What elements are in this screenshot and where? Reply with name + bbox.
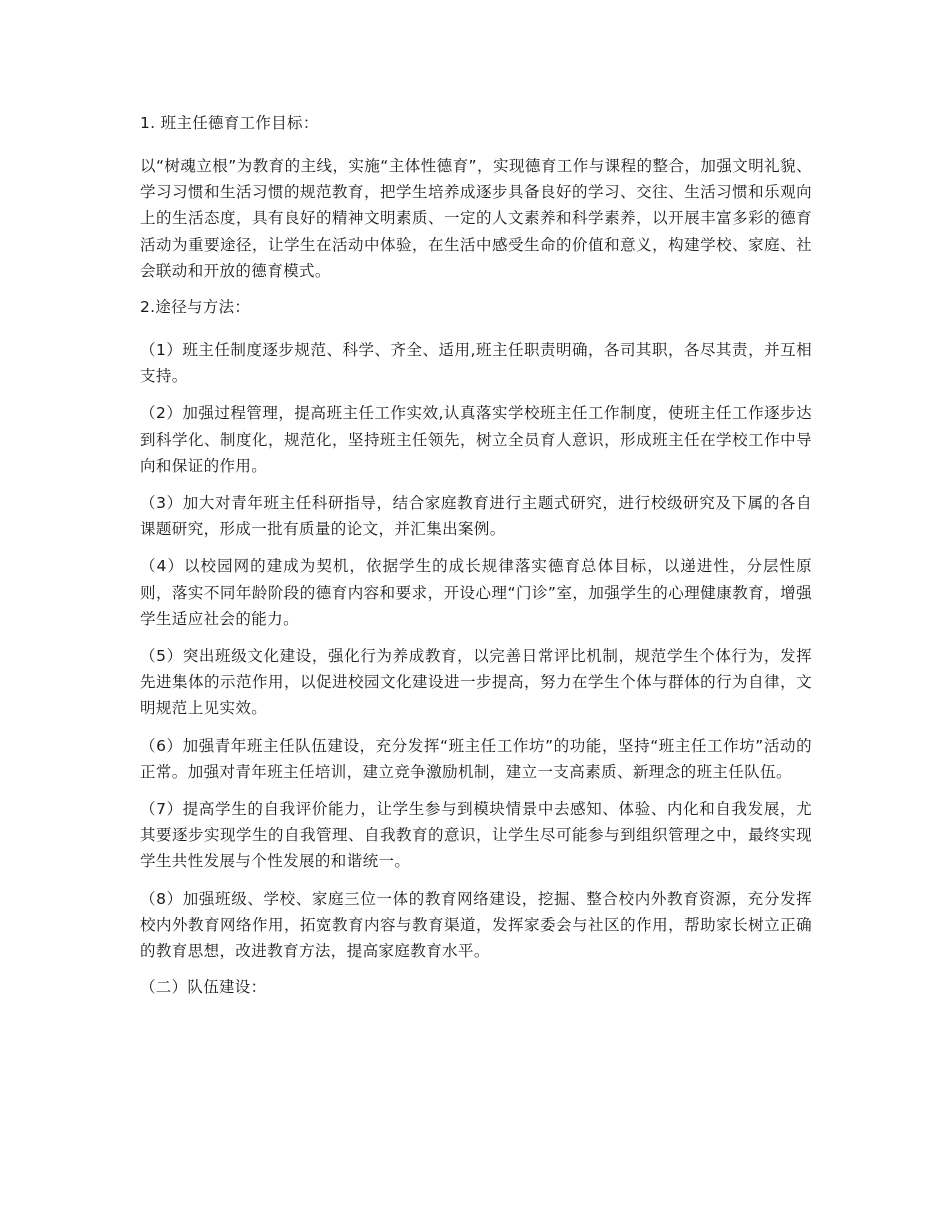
section-heading-goals: 1. 班主任德育工作目标： xyxy=(140,114,319,132)
goals-paragraph: 以“树魂立根”为教育的主线，实施“主体性德育”，实现德育工作与课程的整合，加强文明礼貌、学习习惯和生活习惯的规范教育，把学生培养成逐步具备良好的学习、交往、生活习惯和乐观向上的生活态度，具有良好的精神文明素质、一定的人文素养和科学素养，以开展丰富多彩的德育活动为重要途径，让学生在活动中体验，在生活中感受生命的价值和意义，构建学校、家庭、社会联动和开放的德育模式。 xyxy=(140,157,812,280)
section-heading-methods: 2.途径与方法： xyxy=(140,298,251,317)
method-item-4: （4）以校园网的建成为契机，依据学生的成长规律落实德育总体目标，以递进性，分层性原则，落实不同年龄阶段的德育内容和要求，开设心理“门诊”室，加强学生的心理健康教育，增强学生适应社会的能力。 xyxy=(140,557,812,628)
section-heading-team: （二）队伍建设： xyxy=(140,978,267,997)
method-item-1: （1）班主任制度逐步规范、科学、齐全、适用,班主任职责明确，各司其职，各尽其责，并互相支持。 xyxy=(140,341,812,386)
method-item-3: （3）加大对青年班主任科研指导，结合家庭教育进行主题式研究，进行校级研究及下属的各自课题研究，形成一批有质量的论文，并汇集出案例。 xyxy=(140,494,812,539)
method-item-6: （6）加强青年班主任队伍建设，充分发挥“班主任工作坊”的功能，坚持“班主任工作坊”活动的正常。加强对青年班主任培训，建立竞争激励机制，建立一支高素质、新理念的班主任队伍。 xyxy=(140,736,812,781)
method-item-2: （2）加强过程管理，提高班主任工作实效,认真落实学校班主任工作制度，使班主任工作逐步达到科学化、制度化，规范化，坚持班主任领先，树立全员育人意识，形成班主任在学校工作中导向和保证的作用。 xyxy=(140,404,812,475)
method-item-8: （8）加强班级、学校、家庭三位一体的教育网络建设，挖掘、整合校内外教育资源，充分发挥校内外教育网络作用，拓宽教育内容与教育渠道，发挥家委会与社区的作用，帮助家长树立正确的教育思想，改进教育方法，提高家庭教育水平。 xyxy=(140,889,812,961)
method-item-7: （7）提高学生的自我评价能力，让学生参与到模块情景中去感知、体验、内化和自我发展，尤其要逐步实现学生的自我管理、自我教育的意识，让学生尽可能参与到组织管理之中，最终实现学生共性发展与个性发展的和谐统一。 xyxy=(140,800,812,871)
method-item-5: （5）突出班级文化建设，强化行为养成教育，以完善日常评比机制，规范学生个体行为，发挥先进集体的示范作用，以促进校园文化建设进一步提高，努力在学生个体与群体的行为自律，文明规范上见实效。 xyxy=(140,647,812,718)
document-page xyxy=(140,111,812,1017)
